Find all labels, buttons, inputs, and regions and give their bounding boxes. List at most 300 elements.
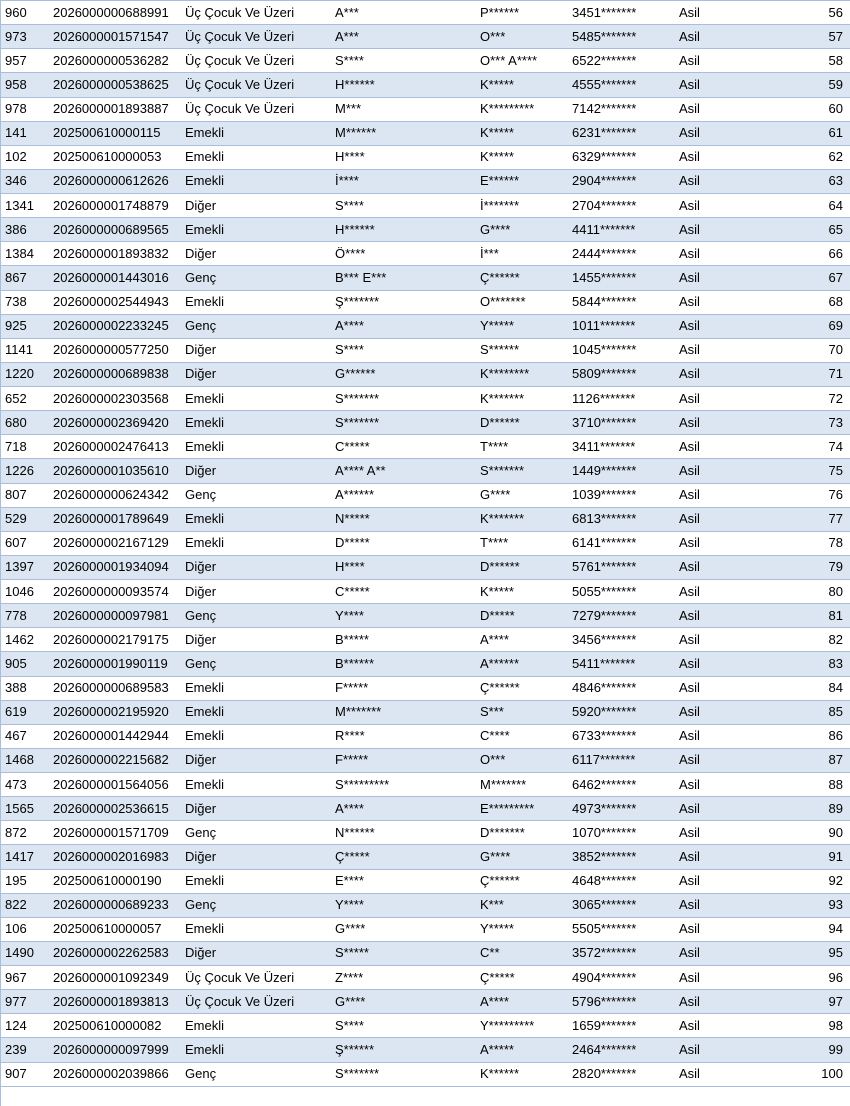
cell-application-number: 2026000002262583 — [49, 941, 181, 965]
table-row — [1, 531, 850, 555]
cell-status: Asil — [675, 483, 745, 507]
cell-category: Diğer — [181, 580, 331, 604]
table-row — [1, 121, 850, 145]
cell-first-name: S**** — [331, 49, 476, 73]
cell-first-name: G**** — [331, 990, 476, 1014]
cell-id-number: 6733******* — [568, 724, 675, 748]
table-row — [1, 218, 850, 242]
cell-rank: 90 — [745, 821, 850, 845]
table-row — [1, 362, 850, 386]
cell-first-name: S**** — [331, 338, 476, 362]
cell-last-name: T**** — [476, 435, 568, 459]
cell-first-name: A*** — [331, 1, 476, 25]
cell-last-name: Ç***** — [476, 966, 568, 990]
cell-last-name: K******* — [476, 387, 568, 411]
cell-application-number: 202500610000053 — [49, 145, 181, 169]
cell-rank: 81 — [745, 604, 850, 628]
cell-application-number: 2026000000093574 — [49, 580, 181, 604]
cell-id-number: 7279******* — [568, 604, 675, 628]
table-row — [1, 797, 850, 821]
cell-category: Genç — [181, 314, 331, 338]
table-row — [1, 97, 850, 121]
cell-application-number: 2026000002536615 — [49, 797, 181, 821]
cell-category: Emekli — [181, 507, 331, 531]
cell-rank: 91 — [745, 845, 850, 869]
cell-id-number: 3710******* — [568, 411, 675, 435]
cell-status: Asil — [675, 25, 745, 49]
table-row — [1, 290, 850, 314]
cell-first-name: B***** — [331, 628, 476, 652]
cell-id-number: 5761******* — [568, 555, 675, 579]
cell-category: Genç — [181, 893, 331, 917]
cell-status: Asil — [675, 218, 745, 242]
table-row — [1, 724, 850, 748]
cell-application-number: 2026000001442944 — [49, 724, 181, 748]
cell-application-number: 2026000002233245 — [49, 314, 181, 338]
cell-category: Emekli — [181, 869, 331, 893]
cell-rank: 57 — [745, 25, 850, 49]
cell-category: Emekli — [181, 676, 331, 700]
table-row — [1, 194, 850, 218]
cell-application-number: 2026000000689583 — [49, 676, 181, 700]
cell-rank: 99 — [745, 1038, 850, 1062]
cell-id-number: 1455******* — [568, 266, 675, 290]
cell-rank: 85 — [745, 700, 850, 724]
cell-status: Asil — [675, 797, 745, 821]
cell-first-name: Y**** — [331, 604, 476, 628]
cell-rank: 82 — [745, 628, 850, 652]
cell-application-number: 2026000002016983 — [49, 845, 181, 869]
cell-first-name: B****** — [331, 652, 476, 676]
cell-last-name: O*** A**** — [476, 49, 568, 73]
cell-no: 1417 — [1, 845, 49, 869]
table-row — [1, 483, 850, 507]
cell-first-name: Ş****** — [331, 1038, 476, 1062]
cell-last-name: S*** — [476, 700, 568, 724]
cell-id-number: 1045******* — [568, 338, 675, 362]
cell-last-name: P****** — [476, 1, 568, 25]
cell-application-number: 2026000001564056 — [49, 773, 181, 797]
cell-status: Asil — [675, 893, 745, 917]
cell-status: Asil — [675, 73, 745, 97]
cell-last-name: D****** — [476, 411, 568, 435]
cell-id-number: 6329******* — [568, 145, 675, 169]
cell-category: Genç — [181, 604, 331, 628]
table-row — [1, 145, 850, 169]
cell-last-name: O*** — [476, 25, 568, 49]
cell-application-number: 2026000002476413 — [49, 435, 181, 459]
cell-id-number: 5809******* — [568, 362, 675, 386]
cell-no: 822 — [1, 893, 49, 917]
cell-application-number: 202500610000082 — [49, 1014, 181, 1038]
table-row — [1, 49, 850, 73]
cell-last-name: S****** — [476, 338, 568, 362]
table-row — [1, 169, 850, 193]
cell-first-name: N***** — [331, 507, 476, 531]
cell-rank: 58 — [745, 49, 850, 73]
cell-application-number: 2026000000538625 — [49, 73, 181, 97]
cell-id-number: 5796******* — [568, 990, 675, 1014]
cell-last-name: O******* — [476, 290, 568, 314]
cell-status: Asil — [675, 845, 745, 869]
table-row — [1, 821, 850, 845]
cell-no: 1341 — [1, 194, 49, 218]
table-row — [1, 869, 850, 893]
cell-rank: 63 — [745, 169, 850, 193]
cell-id-number: 5505******* — [568, 917, 675, 941]
table-row — [1, 845, 850, 869]
cell-first-name: A*** — [331, 25, 476, 49]
cell-category: Diğer — [181, 941, 331, 965]
cell-category: Emekli — [181, 121, 331, 145]
table-row — [1, 604, 850, 628]
table-body — [1, 1, 850, 1087]
cell-category: Diğer — [181, 242, 331, 266]
cell-no: 346 — [1, 169, 49, 193]
cell-id-number: 3065******* — [568, 893, 675, 917]
cell-rank: 84 — [745, 676, 850, 700]
cell-id-number: 4411******* — [568, 218, 675, 242]
cell-rank: 65 — [745, 218, 850, 242]
cell-last-name: K********* — [476, 97, 568, 121]
cell-no: 141 — [1, 121, 49, 145]
cell-rank: 87 — [745, 748, 850, 772]
cell-status: Asil — [675, 531, 745, 555]
cell-application-number: 2026000002215682 — [49, 748, 181, 772]
cell-status: Asil — [675, 773, 745, 797]
cell-no: 872 — [1, 821, 49, 845]
cell-status: Asil — [675, 748, 745, 772]
cell-rank: 79 — [745, 555, 850, 579]
cell-status: Asil — [675, 1014, 745, 1038]
cell-first-name: Ö**** — [331, 242, 476, 266]
cell-rank: 98 — [745, 1014, 850, 1038]
cell-first-name: Ç***** — [331, 845, 476, 869]
cell-status: Asil — [675, 628, 745, 652]
cell-application-number: 2026000001571547 — [49, 25, 181, 49]
table-row — [1, 580, 850, 604]
cell-application-number: 2026000002179175 — [49, 628, 181, 652]
cell-rank: 60 — [745, 97, 850, 121]
cell-category: Emekli — [181, 700, 331, 724]
cell-last-name: A****** — [476, 652, 568, 676]
cell-rank: 94 — [745, 917, 850, 941]
cell-rank: 72 — [745, 387, 850, 411]
table-row — [1, 966, 850, 990]
cell-category: Emekli — [181, 290, 331, 314]
cell-no: 386 — [1, 218, 49, 242]
cell-no: 1220 — [1, 362, 49, 386]
cell-last-name: T**** — [476, 531, 568, 555]
cell-application-number: 202500610000190 — [49, 869, 181, 893]
cell-status: Asil — [675, 604, 745, 628]
cell-first-name: H****** — [331, 218, 476, 242]
cell-status: Asil — [675, 338, 745, 362]
cell-last-name: Y***** — [476, 314, 568, 338]
table-row — [1, 893, 850, 917]
cell-last-name: K***** — [476, 121, 568, 145]
cell-no: 778 — [1, 604, 49, 628]
cell-last-name: A**** — [476, 628, 568, 652]
cell-last-name: O*** — [476, 748, 568, 772]
cell-last-name: A**** — [476, 990, 568, 1014]
cell-application-number: 2026000002039866 — [49, 1062, 181, 1086]
table-row — [1, 314, 850, 338]
cell-id-number: 7142******* — [568, 97, 675, 121]
table-row — [1, 990, 850, 1014]
cell-status: Asil — [675, 387, 745, 411]
cell-no: 473 — [1, 773, 49, 797]
table-row — [1, 1038, 850, 1062]
cell-last-name: A***** — [476, 1038, 568, 1062]
cell-category: Üç Çocuk Ve Üzeri — [181, 49, 331, 73]
cell-last-name: Y********* — [476, 1014, 568, 1038]
cell-no: 1046 — [1, 580, 49, 604]
cell-category: Emekli — [181, 435, 331, 459]
cell-rank: 74 — [745, 435, 850, 459]
table-row — [1, 917, 850, 941]
cell-id-number: 2704******* — [568, 194, 675, 218]
cell-rank: 80 — [745, 580, 850, 604]
cell-last-name: S******* — [476, 459, 568, 483]
cell-application-number: 2026000002544943 — [49, 290, 181, 314]
table-row — [1, 676, 850, 700]
cell-status: Asil — [675, 169, 745, 193]
table-row — [1, 652, 850, 676]
cell-first-name: S**** — [331, 194, 476, 218]
cell-rank: 100 — [745, 1062, 850, 1086]
cell-category: Üç Çocuk Ve Üzeri — [181, 966, 331, 990]
cell-id-number: 1011******* — [568, 314, 675, 338]
cell-status: Asil — [675, 1062, 745, 1086]
cell-status: Asil — [675, 652, 745, 676]
cell-last-name: E****** — [476, 169, 568, 193]
cell-last-name: C**** — [476, 724, 568, 748]
cell-application-number: 2026000001893832 — [49, 242, 181, 266]
cell-no: 967 — [1, 966, 49, 990]
cell-status: Asil — [675, 266, 745, 290]
cell-id-number: 4555******* — [568, 73, 675, 97]
cell-status: Asil — [675, 459, 745, 483]
cell-no: 973 — [1, 25, 49, 49]
cell-status: Asil — [675, 242, 745, 266]
cell-id-number: 5920******* — [568, 700, 675, 724]
cell-last-name: C** — [476, 941, 568, 965]
cell-category: Diğer — [181, 338, 331, 362]
cell-application-number: 202500610000057 — [49, 917, 181, 941]
table-row — [1, 700, 850, 724]
cell-no: 1397 — [1, 555, 49, 579]
cell-first-name: B*** E*** — [331, 266, 476, 290]
cell-no: 925 — [1, 314, 49, 338]
cell-no: 1226 — [1, 459, 49, 483]
cell-category: Genç — [181, 821, 331, 845]
cell-last-name: K***** — [476, 73, 568, 97]
cell-application-number: 202500610000115 — [49, 121, 181, 145]
cell-status: Asil — [675, 724, 745, 748]
cell-rank: 76 — [745, 483, 850, 507]
table-row — [1, 555, 850, 579]
cell-rank: 95 — [745, 941, 850, 965]
cell-application-number: 2026000000097999 — [49, 1038, 181, 1062]
cell-category: Diğer — [181, 845, 331, 869]
cell-id-number: 3852******* — [568, 845, 675, 869]
cell-rank: 89 — [745, 797, 850, 821]
cell-id-number: 3456******* — [568, 628, 675, 652]
table-row — [1, 387, 850, 411]
cell-id-number: 1659******* — [568, 1014, 675, 1038]
cell-application-number: 2026000001990119 — [49, 652, 181, 676]
cell-status: Asil — [675, 821, 745, 845]
cell-application-number: 2026000001893813 — [49, 990, 181, 1014]
table-row — [1, 748, 850, 772]
cell-status: Asil — [675, 1, 745, 25]
cell-last-name: E********* — [476, 797, 568, 821]
cell-application-number: 2026000002303568 — [49, 387, 181, 411]
cell-id-number: 6522******* — [568, 49, 675, 73]
cell-rank: 96 — [745, 966, 850, 990]
cell-no: 807 — [1, 483, 49, 507]
cell-no: 467 — [1, 724, 49, 748]
cell-category: Emekli — [181, 1014, 331, 1038]
cell-application-number: 2026000000536282 — [49, 49, 181, 73]
cell-first-name: S******* — [331, 1062, 476, 1086]
table-row — [1, 1062, 850, 1086]
cell-no: 680 — [1, 411, 49, 435]
cell-id-number: 1070******* — [568, 821, 675, 845]
cell-first-name: C***** — [331, 435, 476, 459]
table-row — [1, 435, 850, 459]
cell-first-name: E**** — [331, 869, 476, 893]
cell-category: Emekli — [181, 169, 331, 193]
cell-rank: 61 — [745, 121, 850, 145]
cell-first-name: S***** — [331, 941, 476, 965]
cell-status: Asil — [675, 362, 745, 386]
table-row — [1, 773, 850, 797]
cell-no: 1468 — [1, 748, 49, 772]
cell-application-number: 2026000000577250 — [49, 338, 181, 362]
cell-application-number: 2026000002167129 — [49, 531, 181, 555]
cell-id-number: 4973******* — [568, 797, 675, 821]
cell-status: Asil — [675, 700, 745, 724]
cell-rank: 77 — [745, 507, 850, 531]
cell-rank: 62 — [745, 145, 850, 169]
cell-first-name: İ**** — [331, 169, 476, 193]
table-row — [1, 338, 850, 362]
cell-application-number: 2026000002369420 — [49, 411, 181, 435]
cell-category: Üç Çocuk Ve Üzeri — [181, 1, 331, 25]
cell-no: 718 — [1, 435, 49, 459]
cell-application-number: 2026000000689565 — [49, 218, 181, 242]
cell-application-number: 2026000000624342 — [49, 483, 181, 507]
table-row — [1, 73, 850, 97]
cell-no: 1462 — [1, 628, 49, 652]
cell-no: 652 — [1, 387, 49, 411]
cell-application-number: 2026000001748879 — [49, 194, 181, 218]
cell-rank: 97 — [745, 990, 850, 1014]
cell-no: 1490 — [1, 941, 49, 965]
table-row — [1, 242, 850, 266]
cell-rank: 56 — [745, 1, 850, 25]
cell-category: Emekli — [181, 411, 331, 435]
cell-rank: 59 — [745, 73, 850, 97]
cell-no: 106 — [1, 917, 49, 941]
cell-category: Diğer — [181, 797, 331, 821]
cell-rank: 83 — [745, 652, 850, 676]
cell-no: 977 — [1, 990, 49, 1014]
table-row — [1, 941, 850, 965]
cell-first-name: H**** — [331, 555, 476, 579]
cell-last-name: Ç****** — [476, 869, 568, 893]
cell-category: Emekli — [181, 145, 331, 169]
cell-last-name: D******* — [476, 821, 568, 845]
cell-id-number: 6813******* — [568, 507, 675, 531]
table-row — [1, 459, 850, 483]
cell-last-name: K***** — [476, 145, 568, 169]
cell-no: 958 — [1, 73, 49, 97]
cell-first-name: A**** A** — [331, 459, 476, 483]
cell-id-number: 5411******* — [568, 652, 675, 676]
cell-no: 1141 — [1, 338, 49, 362]
cell-status: Asil — [675, 1038, 745, 1062]
cell-rank: 67 — [745, 266, 850, 290]
cell-last-name: Ç****** — [476, 266, 568, 290]
cell-rank: 75 — [745, 459, 850, 483]
cell-last-name: G**** — [476, 845, 568, 869]
cell-application-number: 2026000000612626 — [49, 169, 181, 193]
cell-category: Emekli — [181, 1038, 331, 1062]
cell-id-number: 6117******* — [568, 748, 675, 772]
cell-status: Asil — [675, 194, 745, 218]
cell-rank: 64 — [745, 194, 850, 218]
cell-id-number: 3572******* — [568, 941, 675, 965]
cell-application-number: 2026000001443016 — [49, 266, 181, 290]
cell-first-name: R**** — [331, 724, 476, 748]
cell-first-name: H**** — [331, 145, 476, 169]
cell-category: Genç — [181, 483, 331, 507]
cell-category: Emekli — [181, 531, 331, 555]
cell-no: 388 — [1, 676, 49, 700]
cell-no: 867 — [1, 266, 49, 290]
cell-category: Diğer — [181, 459, 331, 483]
cell-last-name: D****** — [476, 555, 568, 579]
cell-first-name: F***** — [331, 676, 476, 700]
cell-first-name: M*** — [331, 97, 476, 121]
cell-category: Emekli — [181, 387, 331, 411]
cell-category: Emekli — [181, 917, 331, 941]
cell-no: 907 — [1, 1062, 49, 1086]
cell-category: Diğer — [181, 748, 331, 772]
cell-status: Asil — [675, 676, 745, 700]
cell-last-name: Y***** — [476, 917, 568, 941]
cell-application-number: 2026000001934094 — [49, 555, 181, 579]
cell-rank: 68 — [745, 290, 850, 314]
cell-first-name: C***** — [331, 580, 476, 604]
cell-last-name: K******** — [476, 362, 568, 386]
cell-id-number: 6231******* — [568, 121, 675, 145]
cell-rank: 92 — [745, 869, 850, 893]
cell-last-name: G**** — [476, 218, 568, 242]
cell-application-number: 2026000001092349 — [49, 966, 181, 990]
cell-last-name: K***** — [476, 580, 568, 604]
cell-status: Asil — [675, 990, 745, 1014]
cell-id-number: 2444******* — [568, 242, 675, 266]
results-table — [1, 0, 850, 1087]
cell-first-name: Ş******* — [331, 290, 476, 314]
cell-application-number: 2026000000689233 — [49, 893, 181, 917]
cell-status: Asil — [675, 411, 745, 435]
cell-last-name: D***** — [476, 604, 568, 628]
